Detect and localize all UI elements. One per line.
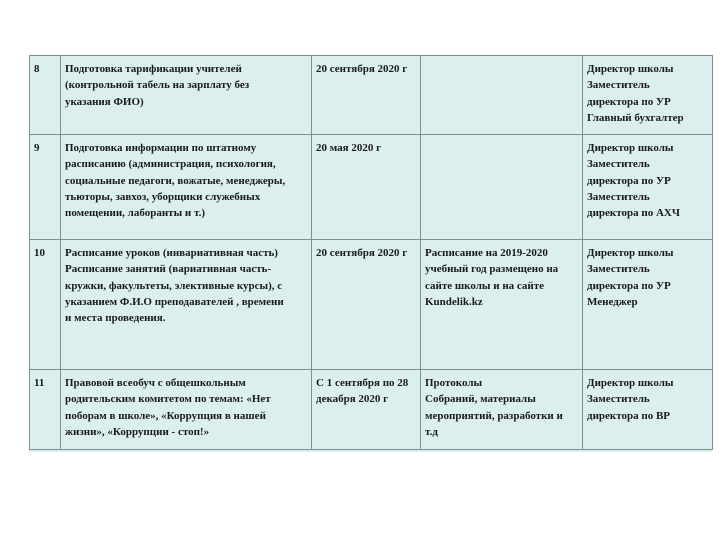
note-cell [421,240,583,370]
task-text: тьюторы, завхоз, уборщики служебных [65,190,261,203]
note-cell [421,370,583,450]
responsible-text: директора по АХЧ [587,207,680,220]
note-cell [421,56,583,135]
note-text: т.д [425,425,438,438]
note-cell [421,135,583,240]
task-text: социальные педагоги, вожатые, менеджеры, [65,174,286,187]
responsible-text: Заместитель [587,158,650,171]
responsible-text: Заместитель [587,190,650,203]
note-text: Kundelik.kz [425,295,483,308]
task-text: указания ФИО) [65,95,144,108]
note-text: Протоколы [425,377,483,389]
task-text: Правовой всеобуч с общешкольным [65,377,246,389]
row-number: 9 [34,142,40,154]
responsible-text: Заместитель [587,263,650,276]
note-text: Собраний, материалы [425,393,536,406]
responsible-cell [583,56,713,135]
responsible-text: директора по ВР [587,409,671,422]
task-cell [61,240,312,370]
note-text: учебный год размещено на [425,263,559,276]
responsible-text: Директор школы [587,377,674,389]
task-text: жизни», «Коррупции - стоп!» [65,425,210,438]
date-cell [312,135,421,240]
row-number: 11 [34,377,45,389]
task-cell [61,135,312,240]
note-text: сайте школы и на сайте [425,279,545,292]
responsible-cell [583,370,713,450]
date-cell [312,370,421,450]
date-cell [312,240,421,370]
task-text: и места проведения. [65,312,166,325]
date-cell [312,56,421,135]
note-text: Расписание на 2019-2020 [425,247,548,259]
task-text: указанием Ф.И.О преподавателей , времени [65,295,284,308]
task-text: (контрольной табель на зарплату без [65,79,250,92]
task-text: родительским комитетом по темам: «Нет [65,393,271,406]
responsible-text: директора по УР [587,279,671,292]
date-text: 20 сентября 2020 г [316,247,408,259]
responsible-cell [583,135,713,240]
table-row [30,240,713,370]
responsible-text: директора по УР [587,95,671,108]
task-text: помещении, лаборанты и т.) [65,207,205,220]
responsible-text: Менеджер [587,295,638,308]
responsible-text: Заместитель [587,79,650,92]
task-text: Расписание уроков (инвариативная часть) [65,247,278,259]
row-number: 10 [34,247,45,259]
row-number-cell [30,56,61,135]
date-text: декабря 2020 г [316,393,389,406]
table-row [30,56,713,135]
table-row [30,370,713,450]
responsible-cell [583,240,713,370]
task-cell [61,56,312,135]
task-cell [61,370,312,450]
responsible-text: Директор школы [587,247,674,259]
note-text: мероприятий, разработки и [425,409,563,422]
task-text: кружки, факультеты, элективные курсы), с [65,279,283,292]
task-text: расписанию (администрация, психология, [65,158,276,171]
responsible-text: Главный бухгалтер [587,111,684,124]
task-text: Расписание занятий (вариативная часть- [65,263,272,276]
row-number-cell [30,240,61,370]
row-number-cell [30,370,61,450]
task-text: Подготовка информации по штатному [65,142,257,154]
date-text: С 1 сентября по 28 [316,377,409,389]
responsible-text: директора по УР [587,174,671,187]
responsible-text: Директор школы [587,63,674,75]
row-number-cell [30,135,61,240]
table-row [30,135,713,240]
responsible-text: Директор школы [587,142,674,154]
responsible-text: Заместитель [587,393,650,406]
date-text: 20 сентября 2020 г [316,63,408,75]
plan-table [29,55,713,450]
task-text: Подготовка тарификации учителей [65,63,242,75]
row-number: 8 [34,63,40,75]
date-text: 20 мая 2020 г [316,142,382,154]
task-text: поборам в школе», «Коррупция в нашей [65,409,266,422]
